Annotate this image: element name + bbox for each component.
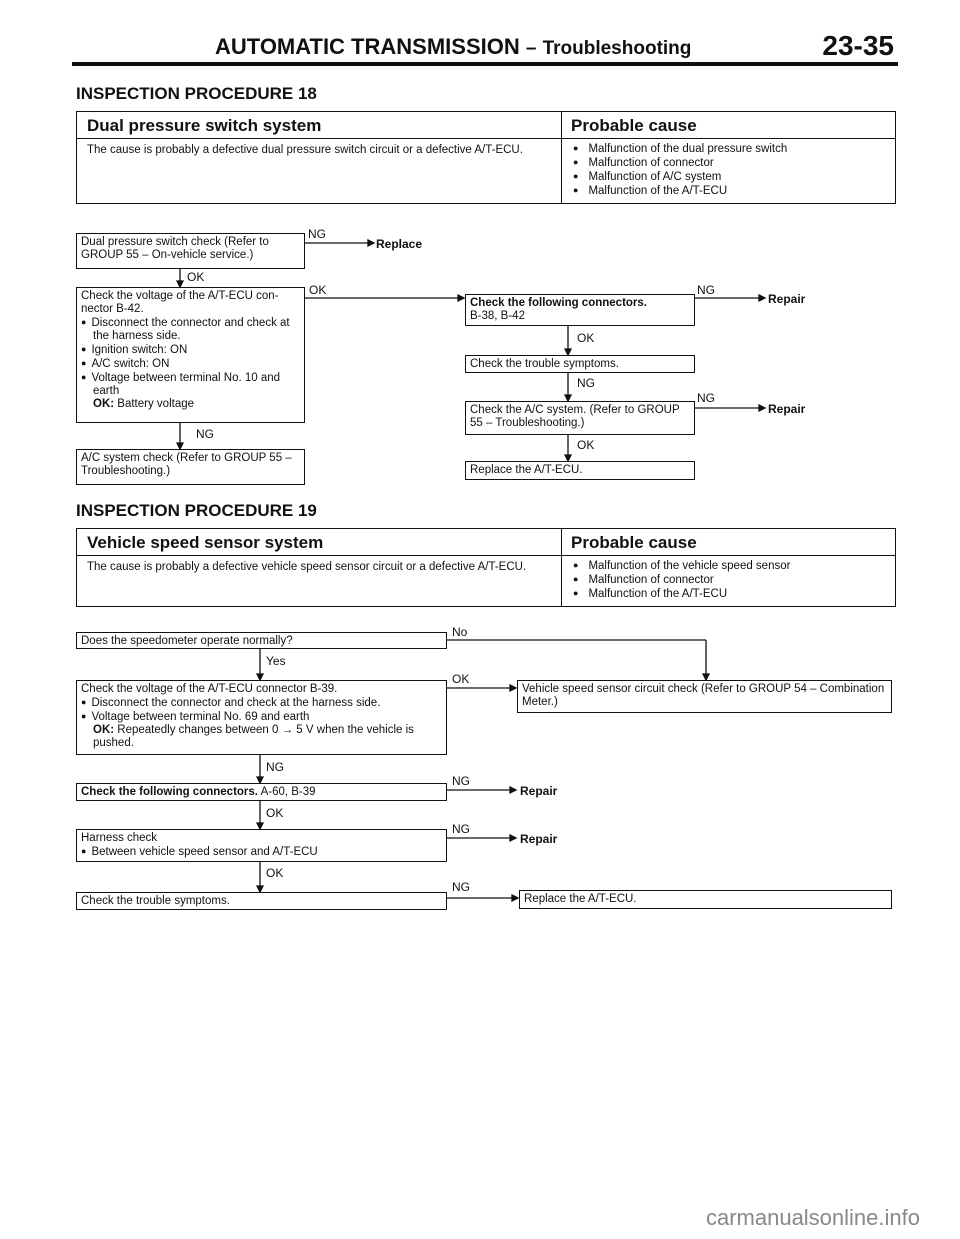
step2-line: Check the voltage of the A/T-ECU con- [81, 290, 279, 302]
flow19-s2-box [76, 680, 447, 755]
label-ok: OK [577, 438, 595, 452]
flow18-r2-box: Check the trouble symptoms. [465, 355, 695, 373]
title-main: AUTOMATIC TRANSMISSION [215, 34, 520, 59]
label-ng: NG [308, 227, 326, 241]
label-ok: OK [266, 806, 284, 820]
list-item: ● Malfunction of connector [573, 573, 790, 587]
flow19-rr-box: Replace the A/T-ECU. [519, 890, 892, 909]
label-ng: NG [697, 283, 715, 297]
s2-line: Check the voltage of the A/T-ECU connector B-39. [81, 683, 338, 695]
title-dash: – [525, 38, 537, 59]
table-left-header: Vehicle speed sensor system [87, 533, 324, 552]
step2-bullets [81, 316, 300, 398]
table-divider [77, 555, 895, 556]
label-yes: Yes [266, 654, 286, 668]
label-ng: NG [196, 427, 214, 441]
list-item: ● A/C switch: ON [81, 357, 300, 371]
flow19-rv-box: Vehicle speed sensor circuit check (Refer to GROUP 54 – Combination Meter.) [517, 680, 892, 713]
flow19-s5-box: Check the trouble symptoms. [76, 892, 447, 910]
list-item: ● Disconnect the connector and check at the harness side. [81, 316, 300, 343]
s4-line: Harness check [81, 832, 158, 844]
list-item: ● Malfunction of the A/T-ECU [573, 587, 790, 601]
action-repair: Repair [768, 292, 806, 306]
page-number: 23-35 [822, 30, 894, 61]
label-ok: OK [187, 270, 205, 284]
label-ok: OK [309, 283, 327, 297]
flow19-s3-box [76, 783, 447, 801]
ok-label: OK: [93, 398, 115, 410]
flow18-step1-box: Dual pressure switch check (Refer to GROUP 55 – On-vehicle service.) [76, 233, 305, 269]
label-ok: OK [577, 331, 595, 345]
label-ng: NG [452, 774, 470, 788]
table-right-header: Probable cause [571, 116, 697, 135]
label-ng: NG [266, 760, 284, 774]
list-item: ● Ignition switch: ON [81, 343, 300, 357]
step2-ok [81, 398, 300, 411]
label-no: No [452, 625, 468, 639]
list-item: ● Disconnect the connector and check at the harness side. [81, 696, 442, 710]
s2-bullets [81, 696, 442, 724]
flow19-s4-box [76, 829, 447, 862]
probable-cause-list [573, 559, 790, 601]
flow18-r3-box: Check the A/C system. (Refer to GROUP 55 – Troubleshooting.) [465, 401, 695, 435]
s3-bold: Check the following connectors. [81, 786, 258, 798]
table-left-header: Dual pressure switch system [87, 116, 322, 135]
flow18-r1-box [465, 294, 695, 326]
label-ng: NG [452, 880, 470, 894]
step2-line: nector B-42. [81, 303, 144, 315]
title-sub: Troubleshooting [542, 38, 692, 59]
label-ok: OK [452, 672, 470, 686]
list-item: ● Voltage between terminal No. 69 and earth [81, 710, 442, 724]
r1-bold: Check the following connectors. [470, 297, 647, 309]
cause-table-19 [76, 528, 896, 607]
watermark: carmanualsonline.info [705, 1205, 920, 1230]
flow18-r4-box: Replace the A/T-ECU. [465, 461, 695, 480]
s2-ok [81, 724, 442, 750]
list-item: ● Malfunction of connector [573, 156, 787, 170]
label-ng: NG [697, 391, 715, 405]
label-ng: NG [452, 822, 470, 836]
list-item: ● Malfunction of the A/T-ECU [573, 184, 787, 198]
table-col-divider [561, 529, 562, 606]
action-replace: Replace [376, 237, 423, 251]
flow18-step3-box: A/C system check (Refer to GROUP 55 – Troubleshooting.) [76, 449, 305, 485]
action-repair: Repair [520, 832, 558, 846]
ok-label: OK: [93, 724, 115, 736]
r1-rest: B-38, B-42 [470, 310, 525, 322]
flow19-q1-box: Does the speedometer operate normally? [76, 632, 447, 649]
action-repair: Repair [520, 784, 558, 798]
label-ok: OK [266, 866, 284, 880]
s4-bullets [81, 845, 442, 859]
section-title-19: INSPECTION PROCEDURE 19 [76, 501, 317, 520]
list-item: ● Malfunction of A/C system [573, 170, 787, 184]
s3-rest: A-60, B-39 [260, 786, 316, 798]
list-item: ● Malfunction of the dual pressure switch [573, 142, 787, 156]
label-ng: NG [577, 376, 595, 390]
flow18-step2-box [76, 287, 305, 423]
cause-text: The cause is probably a defective dual pressure switch circuit or a defective A/T-ECU. [87, 144, 523, 156]
table-right-header: Probable cause [571, 533, 697, 552]
list-item: ● Between vehicle speed sensor and A/T-ECU [81, 845, 442, 859]
section-title-18: INSPECTION PROCEDURE 18 [76, 84, 317, 103]
list-item: ● Voltage between terminal No. 10 and earth [81, 371, 300, 398]
list-item: ● Malfunction of the vehicle speed sensor [573, 559, 790, 573]
ok-value: Battery voltage [117, 398, 195, 410]
cause-text: The cause is probably a defective vehicle speed sensor circuit or a defective A/T-ECU. [87, 561, 527, 573]
ok-value: Repeatedly changes between 0 → 5 V when the vehicle is pushed. [93, 724, 414, 749]
action-repair: Repair [768, 402, 806, 416]
